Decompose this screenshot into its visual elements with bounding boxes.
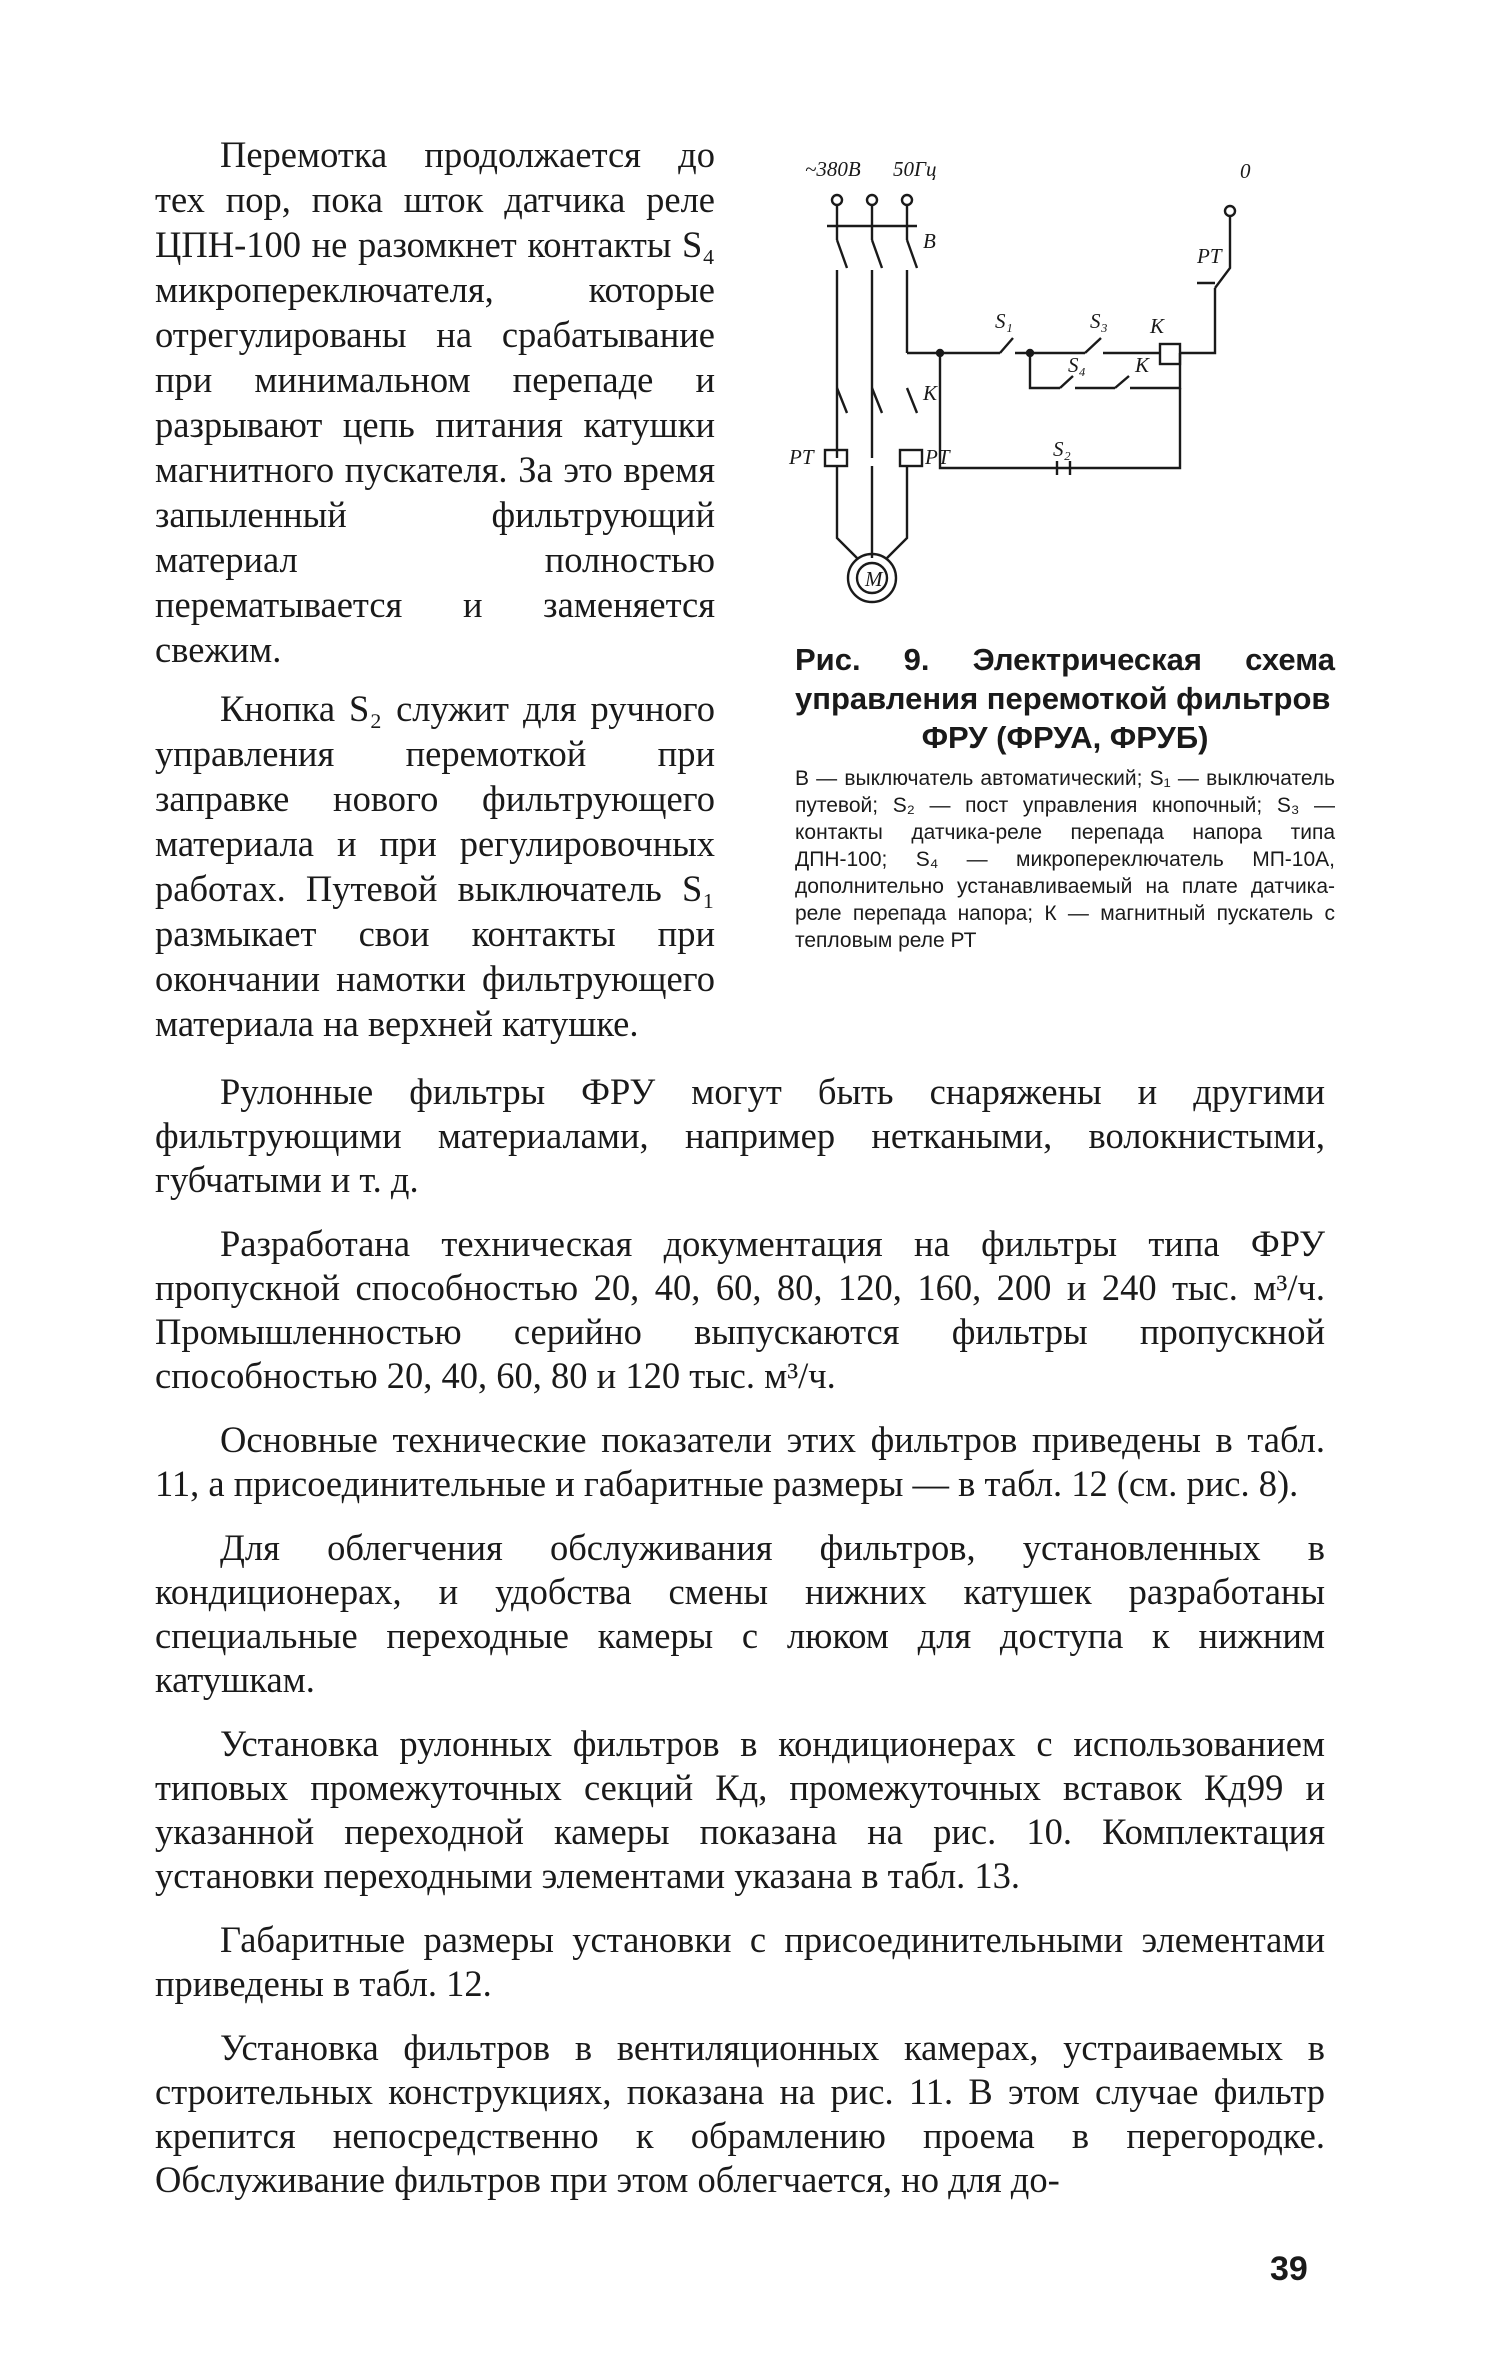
button-s2 [1055,461,1075,475]
control-line-right [1180,288,1215,353]
switch-s1 [1000,338,1013,353]
page-number: 39 [1270,2250,1308,2288]
left-column [155,132,715,1046]
paragraph-documentation: Разработана техническая документация на фильтры типа ФРУ пропускной способностью 20, 40, 60, 80, 120, 160, 200 и 240 тыс. м³/ч. Промышленностью серийно выпускаются фильтры пропускной способностью 20, 40, 60, 80 и 120 тыс. м³/ч. [155,1223,1325,1396]
branch-s4 [1030,353,1180,388]
caption-title: Рис. 9. Электрическая схема управления перемоткой фильтров [795,642,1335,716]
circuit-svg [785,157,1305,638]
label-pt-mid: РТ [925,445,950,469]
paragraph-installation: Установка рулонных фильтров в кондиционерах с использованием типовых промежуточных секций Кд, промежуточных вставок Кд99 и указанной переходной камеры показана на рис. 10. Комплектация установки переходными элементами указана в табл. 13. [155,1723,1325,1896]
node-left [937,350,943,356]
label-frequency: 50Гц [893,157,937,181]
label-k-top: К [1150,314,1164,338]
switch-s3 [1085,338,1101,353]
caption-legend: В — выключатель автоматический; S₁ — выключатель путевой; S₂ — пост управления кнопочный; S₃ — контакты датчика-реле перепада напора типа ДПН-100; S₄ — микропереключатель МП-10А, дополнительно устанавливаемый на плате датчика-реле перепада напора; К — магнитный пускатель с тепловым реле РТ [795,767,1335,952]
motor-feed [837,466,907,558]
terminal-phase-c [902,195,912,205]
paragraph-dimensions: Габаритные размеры установки с присоединительными элементами приведены в табл. 12. [155,1919,1325,2004]
paragraph-materials: Рулонные фильтры ФРУ могут быть снаряжены и другими фильтрующими материалами, например неткаными, волокнистыми, губчатыми и т. д. [155,1071,1325,1200]
label-zero: 0 [1240,159,1251,183]
switch-s4 [1060,376,1073,388]
label-s3: S₃ [1090,309,1108,333]
label-s4: S₄ [1068,353,1086,377]
label-k-mid: К [1135,353,1149,377]
paragraph-specs: Основные технические показатели этих фильтров приведены в табл. 11, а присоединительные и габаритные размеры — в табл. 12 (см. рис. 8). [155,1419,1325,1504]
phase-lines-mid [837,270,907,458]
paragraph-button-s2: Кнопка S₂ служит для ручного управления перемоткой при заправке нового фильтрующего материала и при регулировочных работах. Путевой выключатель S₁ размыкает свои контакты при окончании намотки фильтрующего материала на верхней катушке. [155,688,715,1044]
terminal-zero [1225,206,1235,216]
caption-title-models: ФРУ (ФРУА, ФРУБ) [921,720,1209,755]
terminal-phase-b [867,195,877,205]
circuit-diagram [785,157,1305,638]
label-motor: М [865,567,883,591]
contact-k-hold [1115,376,1129,388]
label-k-left: К [923,381,937,405]
main-text [155,1070,1325,2202]
paragraph-rewind: Перемотка продолжается до тех пор, пока шток датчика реле ЦПН-100 не разомкнет контакты S₄ микропереключателя, которые отрегулированы на срабатывание при минимальном перепаде и разрывают цепь питания катушки магнитного пускателя. За это время запыленный фильтрующий материал полностью перематывается и заменяется свежим. [155,134,715,670]
label-voltage: ~380В [805,157,861,181]
figure-caption [795,640,1335,954]
coil-k [1160,344,1180,364]
label-pt-left: РТ [789,445,814,469]
terminal-phase-a [832,195,842,205]
label-b: В [923,229,936,253]
label-pt-right: РТ [1197,244,1222,268]
thermal-relay-right [900,450,922,466]
contactor-k-main [837,388,917,413]
node-mid [1027,350,1033,356]
phase-lines-top [837,205,907,240]
paragraph-ventilation: Установка фильтров в вентиляционных камерах, устраиваемых в строительных конструкциях, показана на рис. 11. В этом случае фильтр крепится непосредственно к обрамлению проема в перегородке. Обслуживание фильтров при этом облегчается, но для до- [155,2027,1325,2200]
label-s2: S₂ [1053,437,1071,461]
paragraph-maintenance: Для облегчения обслуживания фильтров, установленных в кондиционерах, и удобства смены нижних катушек разработаны специальные переходные камеры с люком для доступа к нижним катушкам. [155,1527,1325,1700]
label-s1: S₁ [995,309,1013,333]
